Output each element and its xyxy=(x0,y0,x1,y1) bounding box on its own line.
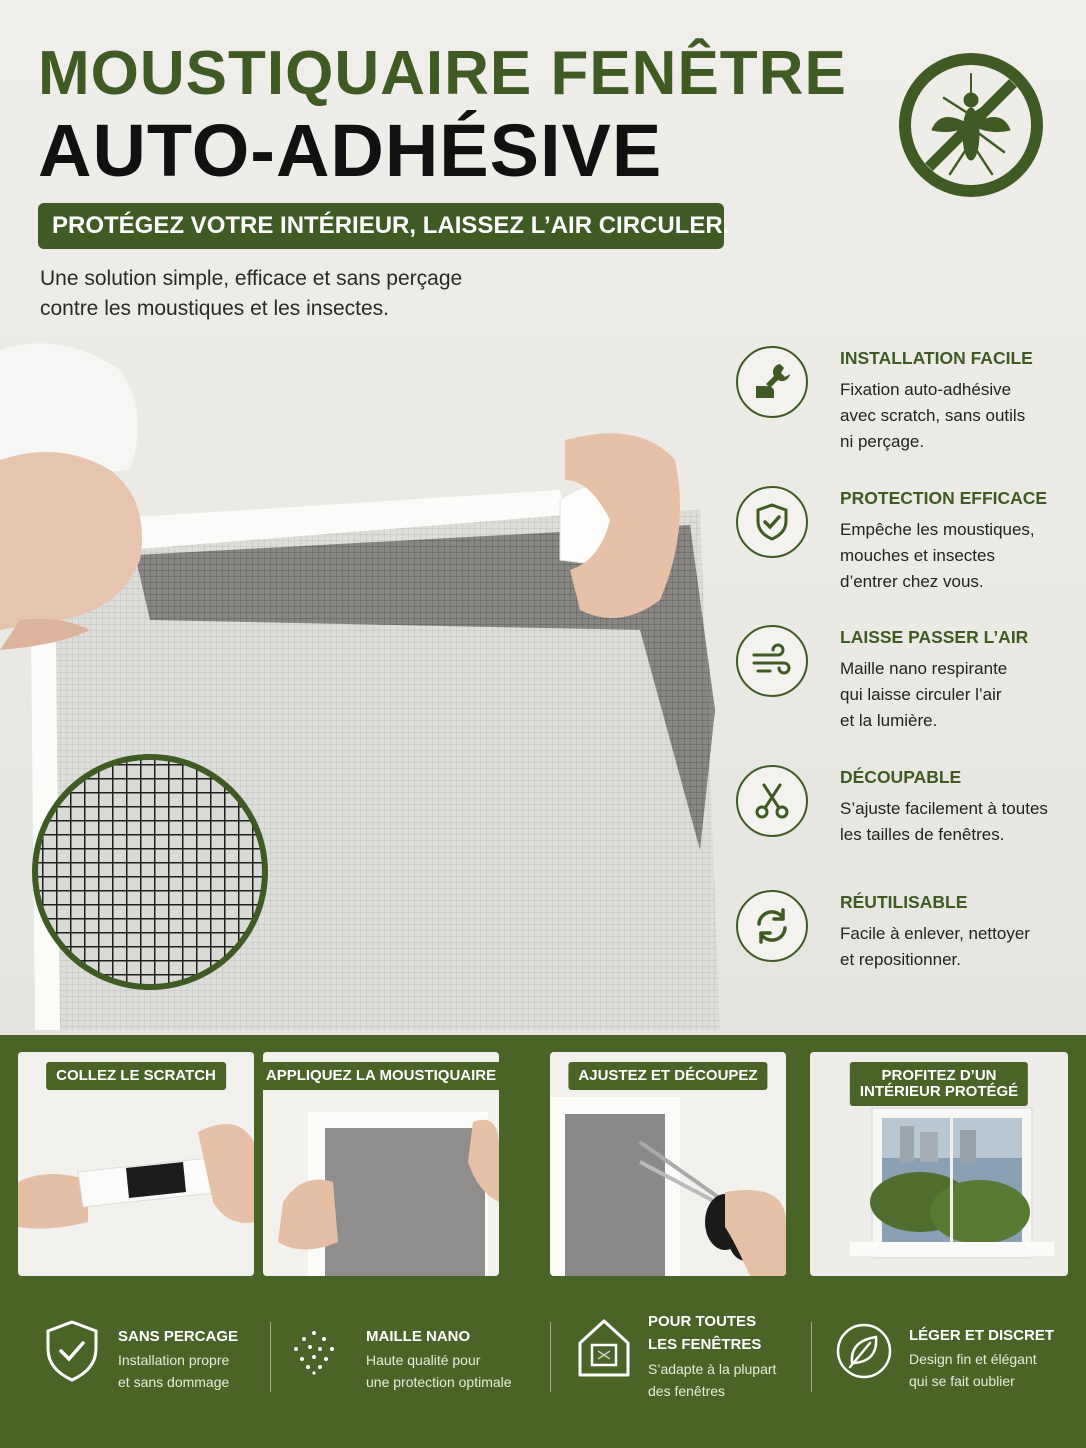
feature-installation xyxy=(736,346,1076,456)
step-card-cut xyxy=(550,1052,786,1276)
benefit-title: MAILLE NANO xyxy=(366,1328,471,1345)
feature-text: et la lumière. xyxy=(840,711,938,730)
step-card-enjoy xyxy=(810,1052,1068,1276)
feature-text: Fixation auto-adhésive xyxy=(840,380,1012,399)
shield-check-icon xyxy=(44,1319,100,1383)
feature-text: les tailles de fenêtres. xyxy=(840,825,1005,844)
step-label xyxy=(568,1062,767,1090)
intro-line-1: Une solution simple, efficace et sans perçage xyxy=(40,267,463,290)
title-line-2: AUTO-ADHÉSIVE xyxy=(38,109,663,192)
benefit-title: LES FENÊTRES xyxy=(648,1336,762,1353)
dots-mesh-icon xyxy=(290,1327,338,1375)
product-mesh-illustration xyxy=(0,330,740,1035)
benefit-title: SANS PERCAGE xyxy=(118,1328,239,1345)
benefit-no-drilling xyxy=(0,1297,270,1448)
feature-title: RÉUTILISABLE xyxy=(840,892,968,912)
leaf-icon xyxy=(836,1323,892,1379)
step-label: COLLEZ LE SCRATCH xyxy=(46,1062,226,1090)
tagline-banner: PROTÉGEZ VOTRE INTÉRIEUR, LAISSEZ L’AIR CIRCULER. xyxy=(38,203,724,249)
title-line-1: MOUSTIQUAIRE FENÊTRE xyxy=(38,39,847,108)
step-label xyxy=(850,1062,1028,1106)
benefit-light xyxy=(836,1297,1076,1448)
benefit-text: et sans dommage xyxy=(118,1374,230,1390)
benefit-text: S’adapte à la plupart xyxy=(648,1361,777,1377)
step-label-line: INTÉRIEUR PROTÉGÉ xyxy=(859,1083,1019,1100)
benefits-band xyxy=(0,1297,1086,1448)
feature-text: mouches et insectes xyxy=(840,546,995,565)
shield-check-icon xyxy=(736,486,808,558)
benefit-text: Design fin et élégant xyxy=(909,1351,1037,1367)
feature-text: avec scratch, sans outils xyxy=(840,406,1026,425)
feature-text: Maille nano respirante xyxy=(840,659,1008,678)
benefit-title: POUR TOUTES xyxy=(648,1313,757,1330)
feature-text: ni perçage. xyxy=(840,432,925,451)
benefit-text: Installation propre xyxy=(118,1352,230,1368)
feature-text: Empêche les moustiques, xyxy=(840,520,1035,539)
intro-text xyxy=(40,264,600,324)
feature-title: INSTALLATION FACILE xyxy=(840,348,1033,368)
benefit-text: des fenêtres xyxy=(648,1383,726,1399)
scissors-icon xyxy=(736,765,808,837)
benefit-divider xyxy=(270,1322,271,1392)
step-label: APPLIQUEZ LA MOUSTIQUAIRE xyxy=(263,1062,499,1090)
feature-text: et repositionner. xyxy=(840,950,961,969)
feature-title: PROTECTION EFFICACE xyxy=(840,488,1048,508)
refresh-icon xyxy=(736,890,808,962)
benefit-text: Haute qualité pour xyxy=(366,1352,481,1368)
wrench-hand-icon xyxy=(736,346,808,418)
feature-text: qui laisse circuler l’air xyxy=(840,685,1002,704)
step-card-scratch xyxy=(18,1052,254,1276)
feature-text: Facile à enlever, nettoyer xyxy=(840,924,1030,943)
wind-icon xyxy=(736,625,808,697)
benefit-text: une protection optimale xyxy=(366,1374,512,1390)
step-label-text: AJUSTEZ ET DÉCOUPEZ xyxy=(578,1067,758,1084)
step-label-line: PROFITEZ D’UN xyxy=(881,1067,997,1084)
house-window-icon xyxy=(574,1315,634,1379)
feature-cuttable xyxy=(736,765,1076,875)
benefit-divider xyxy=(550,1322,551,1392)
feature-text: S’ajuste facilement à toutes xyxy=(840,799,1048,818)
benefit-divider xyxy=(811,1322,812,1392)
benefit-nano-mesh xyxy=(290,1297,550,1448)
feature-title: LAISSE PASSER L’AIR xyxy=(840,627,1029,647)
benefit-all-windows xyxy=(570,1297,810,1448)
feature-protection xyxy=(736,486,1076,596)
feature-air xyxy=(736,625,1076,735)
benefit-text: qui se fait oublier xyxy=(909,1373,1015,1389)
no-mosquito-icon xyxy=(898,52,1044,198)
intro-line-2: contre les moustiques et les insectes. xyxy=(40,297,390,320)
feature-text: d’entrer chez vous. xyxy=(840,572,984,591)
feature-title: DÉCOUPABLE xyxy=(840,767,962,787)
benefit-title: LÉGER ET DISCRET xyxy=(909,1327,1055,1344)
step-card-apply xyxy=(263,1052,499,1276)
feature-reusable xyxy=(736,890,1076,1000)
